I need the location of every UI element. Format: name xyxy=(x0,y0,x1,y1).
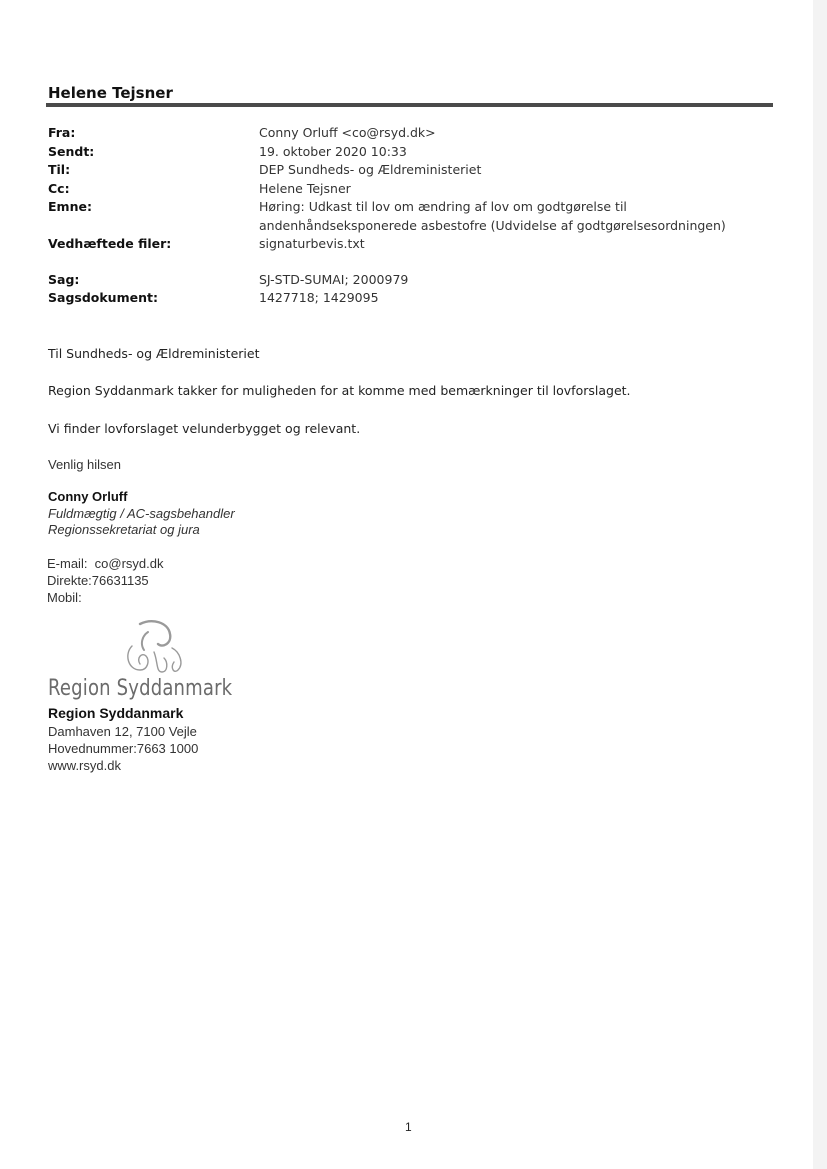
meta-row-from xyxy=(48,124,748,143)
email-metadata xyxy=(48,124,748,308)
sent-label: Sendt: xyxy=(48,143,95,159)
case-document-value: 1427718; 1429095 xyxy=(259,290,379,305)
attachments-label: Vedhæftede filer: xyxy=(48,236,172,251)
to-label: Til: xyxy=(48,162,71,177)
sent-value: 19. oktober 2020 10:33 xyxy=(259,143,407,159)
page-edge xyxy=(813,0,827,1169)
subject-label: Emne: xyxy=(48,199,92,214)
body-paragraph-1: Region Syddanmark takker for muligheden for at komme med bemærkninger til lovforslaget. xyxy=(48,383,631,398)
organization-details xyxy=(48,723,198,774)
meta-row-case xyxy=(48,271,748,290)
meta-row-subject xyxy=(48,198,748,235)
header-rule xyxy=(46,103,773,107)
meta-row-case-document xyxy=(48,289,748,308)
meta-gap xyxy=(48,254,748,271)
meta-row-cc xyxy=(48,180,748,199)
signature-title: Fuldmægtig / AC-sagsbehandler xyxy=(48,506,235,521)
closing: Venlig hilsen xyxy=(48,457,121,472)
organization-name: Region Syddanmark xyxy=(48,705,184,721)
salutation: Til Sundheds- og Ældreministeriet xyxy=(48,346,260,361)
organization-main-number: Hovednummer:7663 1000 xyxy=(48,741,199,756)
contact-email: E-mail: co@rsyd.dk xyxy=(47,556,164,571)
cc-value: Helene Tejsner xyxy=(259,180,351,196)
subject-value: Høring: Udkast til lov om ændring af lov om godtgørelse til andenhåndseksponerede asbestofre (Udvidelse af godtgørelsesordningen) xyxy=(259,199,726,233)
region-logo-text: Region Syddanmark xyxy=(48,676,233,701)
case-value: SJ-STD-SUMAI; 2000979 xyxy=(259,271,409,287)
attachments-value: signaturbevis.txt xyxy=(259,236,365,251)
organization-address: Damhaven 12, 7100 Vejle xyxy=(48,724,197,739)
contact-block xyxy=(47,555,164,606)
from-value: Conny Orluff <co@rsyd.dk> xyxy=(259,125,436,140)
page-number: 1 xyxy=(405,1120,412,1134)
body-paragraph-2: Vi finder lovforslaget velunderbygget og relevant. xyxy=(48,421,361,436)
meta-row-to xyxy=(48,161,748,180)
contact-direct: Direkte:76631135 xyxy=(47,573,149,588)
header-recipient-name: Helene Tejsner xyxy=(48,84,173,102)
contact-mobile: Mobil: xyxy=(47,590,82,605)
signature-name: Conny Orluff xyxy=(48,489,128,504)
region-logo-mark xyxy=(118,618,190,680)
signature-role xyxy=(48,506,235,538)
meta-row-sent xyxy=(48,143,748,162)
from-label: Fra: xyxy=(48,125,76,140)
case-label: Sag: xyxy=(48,271,80,287)
cc-label: Cc: xyxy=(48,180,70,196)
to-value: DEP Sundheds- og Ældreministeriet xyxy=(259,162,482,177)
case-document-label: Sagsdokument: xyxy=(48,290,158,305)
meta-row-attachments xyxy=(48,235,748,254)
organization-website[interactable]: www.rsyd.dk xyxy=(48,758,121,773)
signature-department: Regionssekretariat og jura xyxy=(48,522,200,537)
